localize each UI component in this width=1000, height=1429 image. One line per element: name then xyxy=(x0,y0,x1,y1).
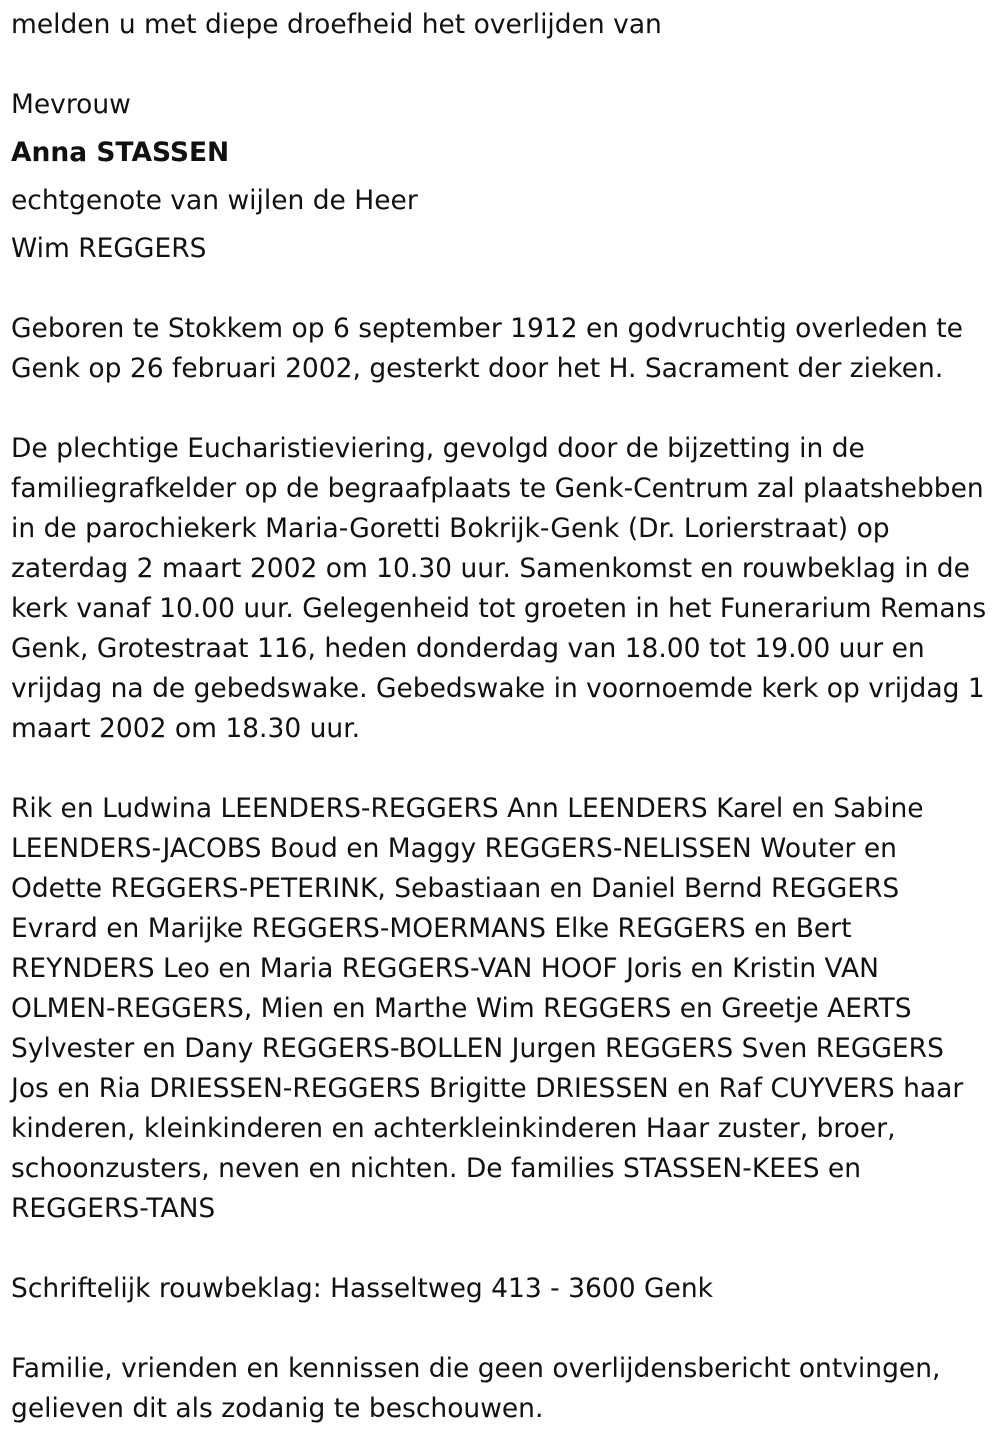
intro-text: melden u met diepe droefheid het overlijden van xyxy=(11,9,662,40)
spacer xyxy=(11,1309,990,1349)
spouse-label: echtgenote van wijlen de Heer xyxy=(11,185,418,216)
spacer xyxy=(11,45,990,85)
spouse-name: Wim REGGERS xyxy=(11,233,207,264)
spacer xyxy=(11,389,990,429)
condolence-address: Schriftelijk rouwbeklag: Hasseltweg 413 - 3600 Genk xyxy=(11,1273,713,1304)
deceased-name: Anna STASSEN xyxy=(11,137,230,168)
spacer xyxy=(11,1229,990,1269)
spacer xyxy=(11,269,990,309)
closing-paragraph: Familie, vrienden en kennissen die geen overlijdensbericht ontvingen, gelieven dit als zodanig te beschouwen. xyxy=(11,1353,941,1424)
spacer xyxy=(11,749,990,789)
salutation: Mevrouw xyxy=(11,89,131,120)
ceremony-paragraph: De plechtige Eucharistieviering, gevolgd door de bijzetting in de familiegrafkelder op de begraafplaats te Genk-Centrum zal plaatshebben in de parochiekerk Maria-Goretti Bokrijk-Genk (Dr. Lorierstraat) op zaterdag 2 maart 2002 om 10.30 uur. Samenkomst en rouwbeklag in de kerk vanaf 10.00 uur. Gelegenheid tot groeten in het Funerarium Remans Genk, Grotestraat 116, heden donderdag van 18.00 tot 19.00 uur en vrijdag na de gebedswake. Gebedswake in voornoemde kerk op vrijdag 1 maart 2002 om 18.30 uur. xyxy=(11,433,987,744)
birth-death-paragraph: Geboren te Stokkem op 6 september 1912 en godvruchtig overleden te Genk op 26 februari 2002, gesterkt door het H. Sacrament der zieken. xyxy=(11,313,963,384)
family-paragraph: Rik en Ludwina LEENDERS-REGGERS Ann LEENDERS Karel en Sabine LEENDERS-JACOBS Boud en Maggy REGGERS-NELISSEN Wouter en Odette REGGERS-PETERINK, Sebastiaan en Daniel Bernd REGGERS Evrard en Marijke REGGERS-MOERMANS Elke REGGERS en Bert REYNDERS Leo en Maria REGGERS-VAN HOOF Joris en Kristin VAN OLMEN-REGGERS, Mien en Marthe Wim REGGERS en Greetje AERTS Sylvester en Dany REGGERS-BOLLEN Jurgen REGGERS Sven REGGERS Jos en Ria DRIESSEN-REGGERS Brigitte DRIESSEN en Raf CUYVERS haar kinderen, kleinkinderen en achterkleinkinderen Haar zuster, broer, schoonzusters, neven en nichten. De families STASSEN-KEES en REGGERS-TANS xyxy=(11,793,964,1224)
